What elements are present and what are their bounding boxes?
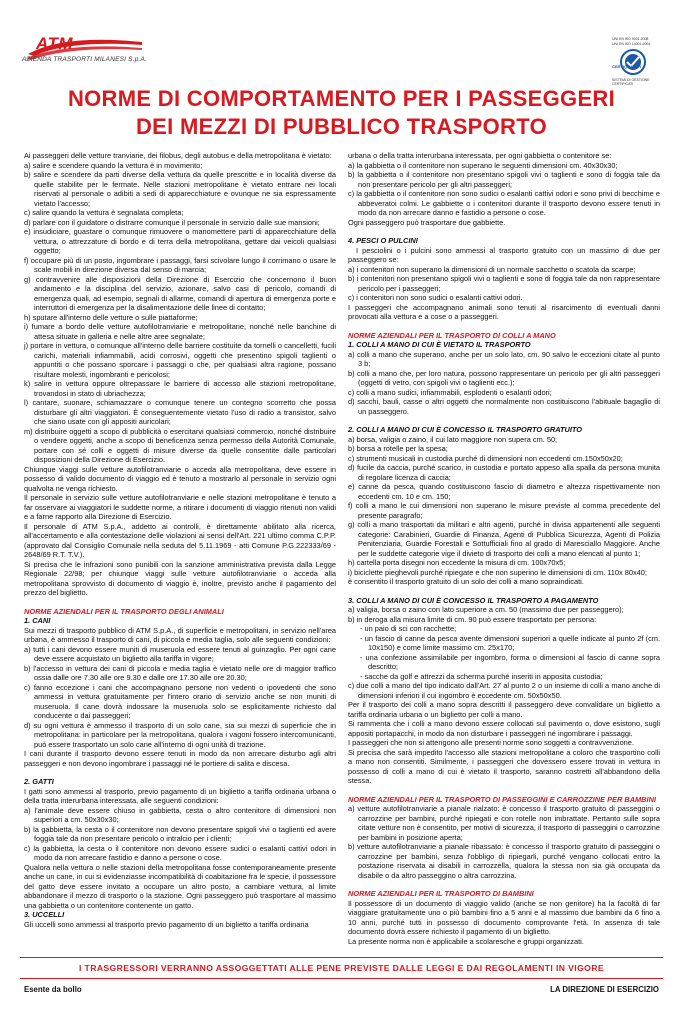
list-item: m) distribuire oggetti a scopo di pubblicità o esercitarvi qualsiasi commercio, nonché distribuire o vendere oggetti, anche a scopo di beneficenza senza permesso della Autorità Comunale, portare con sé colli e oggetti di misure diverse da quelle consentite dalle particolari disposizioni della Direzione di Esercizio. <box>24 426 336 464</box>
cert-caption-1: SISTEMI DI GESTIONE <box>612 78 650 82</box>
list-item: b) i contenitori non presentano spigoli vivi o taglienti e sono di foggia tale da non rappresentare pericolo per i passeggeri; <box>348 274 660 293</box>
list-item: a) i contenitori non superano la dimensioni di un normale sacchetto o scatola da scarpe; <box>348 264 636 274</box>
subsection-heading: 3. UCCELLI <box>24 910 65 919</box>
paragraph: Per il trasporto dei colli a mano sopra descritti il passeggero deve convalidare un biglietto a tariffa ordinaria urbana o un biglietto per colli a mano. <box>348 700 660 719</box>
paragraph: Gli uccelli sono ammessi al trasporto previo pagamento di un biglietto a tariffa ordinaria <box>24 919 309 929</box>
list-item: a) borsa, valigia o zaino, il cui lato maggiore non supera cm. 50; <box>348 434 558 444</box>
paragraph: Si precisa che le infrazioni sono punibili con la sanzione amministrativa prevista dalla Legge Regionale 22/98; per chiunque viaggi sulle vetture autofilotranviarie o acceda alla metropolitana sprovvisto di documento di viaggio è, inoltre, previsto anche il pagamento del prezzo del biglietto. <box>24 559 336 597</box>
sub-list-item: - un paio di sci con racchette; <box>360 624 457 633</box>
list-item: c) i contenitori non sono sudici o esalanti cattivi odori. <box>348 293 523 302</box>
list-item: a) salire e scendere quando la vettura è in movimento; <box>24 160 203 170</box>
warning-banner: I TRASGRESSORI VERRANNO ASSOGGETTATI ALLE PENE PREVISTE DALLE LEGGI E DAI REGOLAMENTI IN VIGORE <box>78 963 605 973</box>
list-item: b) colli a mano che, per loro natura, possono rappresentare un pericolo per gli altri passeggeri (oggetti di vetro, con spigoli vivi o taglienti ecc.); <box>348 368 660 387</box>
list-item: d) fucile da caccia, purché scarico, in custodia e portato appeso alla spalla da persona munita di regolare licenza di caccia; <box>348 463 660 482</box>
list-item: c) strumenti musicali in custodia purché di dimensioni non eccedenti cm.150x50x20; <box>348 453 623 463</box>
sub-list-item: - sacche da golf e attrezzi da scherma purché inseriti in apposita custodia; <box>360 671 603 681</box>
list-item: b) borsa a rotelle per la spesa; <box>348 444 448 453</box>
paragraph: Il personale in servizio sulle vetture autofilotranviarie e nelle stazioni metropolitane è tenuto a far osservare ai viaggiatori le suddette norme, a ritirare i documenti di viaggio ritenuti non validi e a farne rapporto alla Direzione di Esercizio. <box>24 493 336 521</box>
paragraph: Il possessore di un documento di viaggio valido (anche se non genitore) ha la facoltà di far viaggiare gratuitamente uno o più bambini fino a 5 anni e al massimo due bambini da 6 fino a 10 anni, purché tutti in possesso di documento comprovante l'età. In assenza di tale documento dovrà essere richiesto il pagamento di un biglietto. <box>348 898 660 936</box>
list-item: h) cartella porta disegni non eccedente la misura di cm. 100x70x5; <box>348 558 566 567</box>
left-column <box>24 151 336 929</box>
list-item: a) colli a mano che superano, anche per un solo lato, cm. 90 salvo le eccezioni citate al punto 3 b; <box>348 349 660 368</box>
list-item: g) contravvenire alle disposizioni della Direzione di Esercizio che concernono il buon andamento e la disciplina del servizio, azionare, salvo casi di pericolo, comandi di emergenza quali, ad esempio, segnali di allarme, comandi di apertura di emergenza porte e interruttori di emergenza per la disalimentazione delle linee di contatto; <box>24 274 336 312</box>
sub-list-item: - un fascio di canne da pesca avente dimensioni superiori a quelle indicate al punto 2f (cm. 10x150) e come limite massimo cm. 25x170; <box>360 633 660 652</box>
paragraph: Qualora nella vettura o nelle stazioni della metropolitana fosse contemporaneamente presente anche un cane, in cui si evidenziasse incompatibilità di coabitazione fra le specie, il possessore del gatto deve essere invitato a occupare un altro posto, a cambiare vettura, al limite abbandonare il mezzo di trasporto o la stazione. Ogni passeggero può trasportare al massimo una gabbietta o un contenitore contenente un gatto. <box>24 862 336 910</box>
list-item: b) l'accesso in vettura dei cani di piccola e media taglia è vietato nelle ore di maggior traffico ossia dalle ore 7.30 alle ore 9.30 e dalle ore 17.30 alle ore 20.30; <box>24 663 336 682</box>
list-item: b) salire e scendere da parti diverse della vettura da quelle prescritte e in località diverse da quelle stabilite per le fermate. Nelle stazioni metropolitane è vietato entrare nei locali riservati al personale o adibiti a sedi di apparecchiature e ovunque ne sia espressamente vietato l'accesso; <box>24 170 336 208</box>
paragraph: Si precisa che sarà impedito l'accesso alle stazioni metropolitane a coloro che trasportino colli a mano non consentiti. Similmente, i passeggeri che dovessero essere trovati in vettura in possesso di colli a mano di cui è vietato il trasporto, saranno costretti all'abbandono della stessa. <box>348 747 660 785</box>
paragraph: I passeggeri che non si attengono alle presenti norme sono soggetti a contravvenzione. <box>348 738 634 747</box>
right-column <box>348 151 660 946</box>
paragraph: I pesciolini o i pulcini sono ammessi al trasporto gratuito con un massimo di due per passeggero se: <box>348 245 660 264</box>
list-item: c) salire quando la vettura è segnalata completa; <box>24 208 184 217</box>
paragraph: Sui mezzi di trasporto pubblico di ATM S.p.A., di superficie e metropolitani, in servizio nell'area urbana, è ammesso il trasporto di cani, di piccola e media taglia, solo alle seguenti condizioni: <box>24 625 336 644</box>
logo-subtitle: AZIENDA TRASPORTI MILANESI S.p.A. <box>22 56 148 63</box>
warning-bottom-rule <box>20 978 663 979</box>
section-heading: NORME AZIENDALI PER IL TRASPORTO DI PASSEGGINI E CARROZZINE PER BAMBINI <box>348 794 656 804</box>
sub-list-item: - una confezione assimilabile per ingombro, forma o dimensioni al fascio di canne sopra descritto; <box>360 652 660 671</box>
list-item: c) fanno eccezione i cani che accompagnano persone non vedenti o ipovedenti che sono ammessi in vettura gratuitamente per l'intero orario di servizio anche se non muniti di museruola. Il cane dovrà indossare la museruola solo se esplicitamente richiesto dal conducente o dai passeggeri; <box>24 682 336 720</box>
subsection-heading: 1. CANI <box>24 616 51 625</box>
list-item: a) vetture autofilotranviarie a pianale rialzato: è concesso il trasporto gratuito di passeggini o carrozzine per bambini, purché ripiegati e con rotelle non imbrattate. Pertanto sulle sopra citate vetture non è consentito, per motivi di sicurezza, il trasporto di passeggini o carrozzine per bambini in posizione aperta; <box>348 804 660 842</box>
paragraph: Ai passeggeri delle vetture tranviarie, dei filobus, degli autobus e della metropolitana è vietato: <box>24 151 332 160</box>
page-title-line-2: DEI MEZZI DI PUBBLICO TRASPORTO <box>135 114 547 139</box>
subsection-heading: 4. PESCI O PULCINI <box>348 236 418 245</box>
cert-caption-2: CERTIFICATI <box>612 82 634 86</box>
list-item: k) salire in vettura oppure oltrepassare le barriere di accesso alle stazioni metropolitane, trovandosi in stato di ubriachezza; <box>24 379 336 398</box>
list-item: b) vetture autofilotranviarie a pianale ribassato: è concesso il trasporto gratuito di passeggini o carrozzine per bambini, senza l'obbligo di ripiegarli, purché vengano collocati entro la postazione riservata ai disabili in carrozzella, qualora la stessa non sia già occupata da disabile o da altro passeggino o altra carrozzina. <box>348 842 660 880</box>
list-item: a) la gabbietta o il contenitore non superano le seguenti dimensioni cm. 40x30x30; <box>348 160 618 170</box>
list-item: b) in deroga alla misura limite di cm. 90 può essere trasportato per persona: <box>348 614 597 624</box>
subsection-heading: 3. COLLI A MANO DI CUI È CONCESSO IL TRASPORTO A PAGAMENTO <box>348 595 599 605</box>
paragraph: I gatti sono ammessi al trasporto, previo pagamento di un biglietto a tariffa ordinaria urbana o della tratta interurbana interessata, alle seguenti condizioni: <box>24 786 336 805</box>
list-item: b) la gabbietta, la cesta o il contenitore non devono presentare spigoli vivi o taglienti ed avere foggia tale da non presentare pericolo o intralcio per i clienti; <box>24 824 336 843</box>
warning-top-rule <box>20 957 663 958</box>
paragraph: è consentito il trasporto gratuito di un solo dei colli a mano sopraindicati. <box>348 577 584 586</box>
list-item: a) l'animale deve essere chiuso in gabbietta, cesta o altro contenitore di dimensioni non superiori a cm. 50x30x30; <box>24 805 336 824</box>
subsection-heading: 1. COLLI A MANO DI CUI È VIETATO IL TRASPORTO <box>348 340 531 349</box>
list-item: c) la gabbietta, la cesta o il contenitore non devono essere sudici o esalanti cattivi odori in modo da non arrecare fastidio e danno a persone o cose. <box>24 843 336 862</box>
list-item: d) sacchi, bauli, casse o altri oggetti che normalmente non costituiscono l'abituale bagaglio di un passeggero. <box>348 397 660 416</box>
logo-text: ATM <box>36 34 74 53</box>
cert-line-1: UNI EN ISO 9001:2008 <box>612 37 649 41</box>
list-item: i) fumare a bordo delle vetture autofilotranviarie e metropolitane, nonché nelle banchine di attesa situate in galleria e nelle altre aree segnalate; <box>24 322 336 341</box>
paragraph: I cani durante il trasporto devono essere tenuti in modo da non arrecare disturbo agli altri passeggeri e non devono ingombrare i passaggi né le portiere di salita e discesa. <box>24 749 336 768</box>
list-item: e) insudiciare, guastare o comunque rimuovere o manomettere parti di apparecchiature della vettura, o attrezzature di bordo e di terra della metropolitana, gettare dai veicoli qualsiasi oggetto; <box>24 227 336 255</box>
paragraph: La presente norma non è applicabile a scolaresche e gruppi organizzati. <box>348 936 584 946</box>
list-item: f) occupare più di un posto, ingombrare i passaggi, farsi scivolare lungo il corrimano o usare le scale mobili in direzione diversa dal senso di marcia; <box>24 255 336 274</box>
paragraph: I passeggeri che accompagnano animali sono tenuti al risarcimento di eventuali danni provocati alla vettura e a cose o a passeggeri. <box>348 302 660 321</box>
cert-badge: CERTIQUALITY <box>612 64 642 69</box>
list-item: l) cantare, suonare, schiamazzare o comunque tenere un contegno scorretto che possa disturbare gli altri viaggiatori. È conseguentemente vietato l'uso di radio a transistor, salvo che siano usate con gli appositi auricolari; <box>24 398 336 426</box>
section-heading: NORME AZIENDALI PER IL TRASPORTO DI COLLI A MANO <box>348 330 556 340</box>
paragraph: urbana o della tratta interurbana interessata, per ogni gabbietta o contenitore se: <box>348 151 612 160</box>
paragraph: Chiunque viaggi sulle vetture autofilotranviarie o acceda alla metropolitana, deve essere in possesso di valido documento di viaggio ed è tenuto a mostrarlo al personale in servizio ogni qualvolta ne venga richiesto. <box>24 464 336 493</box>
list-item: j) portare in vettura, o comunque all'interno delle barriere costituite da tornelli o cancelletti, fucili carichi, materiali infiammabili, acidi corrosivi, oggetti che presentino spigoli taglienti o appuntiti o che possano sporcare i passaggi o che, per qualsiasi altra ragione, possano risultare molesti, ingombranti e pericolosi; <box>24 341 336 379</box>
cert-line-2: UNI EN ISO 14001:2004 <box>612 42 651 46</box>
list-item: b) la gabbietta o il contenitore non presentano spigoli vivi o taglienti e sono di foggia tale da non presentare pericolo per gli altri passeggeri; <box>348 170 660 189</box>
section-heading: NORME AZIENDALI PER IL TRASPORTO DI BAMBINI <box>348 889 534 898</box>
list-item: h) sputare all'interno delle vetture o sulle piattaforme; <box>24 312 198 322</box>
paragraph: Ogni passeggero può trasportare due gabbiette. <box>348 217 506 227</box>
footer-stamp-note: Esente da bollo <box>24 985 82 994</box>
list-item: f) colli a mano le cui dimensioni non superano le misure previste al comma precedente del presente paragrafo; <box>348 501 660 520</box>
list-item: d) parlare con il guidatore o distrarre comunque il personale in servizio dalle sue mansioni; <box>24 217 320 227</box>
list-item: d) su ogni vettura è ammesso il trasporto di un solo cane, sia sui mezzi di superficie che in metropolitana: in particolare per la metropolitana, qualora i vagoni fossero intercomunicanti, può essere trasportato un solo cane all'interno di ogni unità di trazione. <box>24 720 336 749</box>
list-item: i) biciclette pieghevoli purché ripiegate e che non superino le dimensioni di cm. 110x 80x40; <box>348 567 647 577</box>
subsection-heading: 2. COLLI A MANO DI CUI È CONCESSO IL TRASPORTO GRATUITO <box>348 425 583 434</box>
section-heading: NORME AZIENDALI PER IL TRASPORTO DEGLI ANIMALI <box>24 606 224 616</box>
list-item: c) due colli a mano del tipo indicato dall'Art. 27 al punto 2 o un insieme di colli a mano anche di dimensioni inferiori il cui ingombro è eccedente cm. 50x50x50. <box>348 681 660 700</box>
subsection-heading: 2. GATTI <box>24 777 54 786</box>
footer-signature: LA DIREZIONE DI ESERCIZIO <box>550 985 659 994</box>
list-item: g) colli a mano trasportati da militari e altri agenti, purché in divisa appartenenti alle seguenti categorie: Carabinieri, Guardie di Finanza, Agenti di Pubblica Sicurezza, Agenti di Polizia Penitenziaria, Guardie Forestali e Sottufficiali fino al grado di Maresciallo Maggiore. Anche per le suddette categorie vige il divieto di trasporto dei colli a mano elencati al punto 1; <box>348 520 660 558</box>
list-item: c) colli a mano sudici, infiammabili, esplodenti o esalanti odori; <box>348 387 552 397</box>
list-item: a) valigia, borsa o zaino con lato superiore a cm. 50 (massimo due per passeggero); <box>348 605 624 614</box>
paragraph: Il personale di ATM S.p.A., addetto ai controlli, è direttamente abilitato alla ricerca, all'accertamento e alla contestazione delle violazioni ai sensi dell'Art. 221 ultimo comma C.P.P. (approvato dal Consiglio Comunale nella seduta del 5.11.1969 - atti Comune P.G.222333/69 - 2648/69 R.T. T.V.). <box>24 521 336 559</box>
page-title-line-1: NORME DI COMPORTAMENTO PER I PASSEGGERI <box>67 86 616 111</box>
list-item: a) tutti i cani devono essere muniti di museruola ed essere tenuti al guinzaglio. Per ogni cane deve essere acquistato un biglietto alla tariffa in vigore; <box>24 644 336 663</box>
list-item: c) la gabbietta o il contenitore non sono sudici o esalanti cattivi odori e sono privi di becchime e abbeveratoi colmi. Le gabbiette o i contenitori durante il trasporto devono essere tenuti in modo da non arrecare danno e fastidio a persone o cose. <box>348 189 660 217</box>
paragraph: Si rammenta che i colli a mano devono essere collocati sul pavimento o, dove esistono, sugli appositi portapacchi, in modo da non disturbare i passeggeri né ingombrare i passaggi. <box>348 719 660 738</box>
list-item: e) canne da pesca, quando costituiscono fascio di diametro e altezza rispettivamente non eccedenti cm. 10 e cm. 150; <box>348 482 660 501</box>
